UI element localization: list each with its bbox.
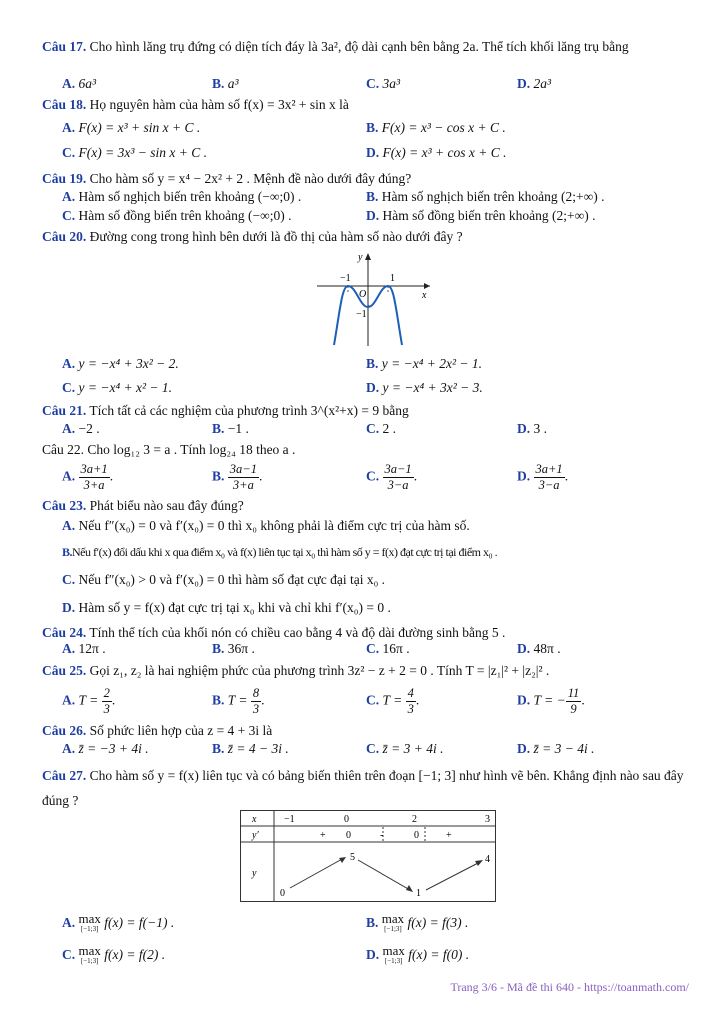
option-a: Hàm số nghịch biến trên khoảng (−∞;0) . — [78, 189, 302, 204]
option-d: 48π . — [533, 641, 561, 656]
arrow-up — [426, 862, 480, 890]
numerator: 3a+1 — [535, 462, 563, 476]
question-number: Câu 20. — [42, 229, 87, 244]
question-number: Câu 27. — [42, 768, 87, 783]
question-26 — [42, 722, 691, 740]
table-border — [241, 811, 496, 902]
option-label: A. — [62, 692, 76, 708]
question-text: Cho hàm số y = f(x) liên tục và có bảng biến thiên trên đoạn [−1; 3] như hình vẽ bên. Khẳng định nào sau đây đúng ? — [42, 768, 684, 808]
option-label: D. — [517, 76, 531, 91]
answer-row — [62, 912, 705, 940]
numerator: 3a−1 — [229, 462, 257, 476]
question-text: Phát biểu nào sau đây đúng? — [89, 498, 244, 513]
option-label: D. — [366, 380, 380, 395]
question-number: Câu 22. — [42, 442, 84, 457]
arrow-head-icon — [475, 860, 483, 866]
denominator: 3 — [252, 702, 260, 716]
answer-row — [62, 380, 705, 400]
option-d: f(x) = f(0) . — [408, 947, 470, 963]
question-number: Câu 24. — [42, 625, 87, 640]
option-a: −2 . — [78, 421, 100, 436]
option-label: A. — [62, 741, 76, 756]
option-label: A. — [62, 641, 76, 656]
max-label: max — [382, 943, 405, 958]
answer-row — [62, 76, 705, 96]
y-value: 4 — [485, 854, 490, 865]
max-range: [−1;3] — [80, 925, 99, 933]
numerator: 8 — [252, 686, 260, 700]
max-operator — [382, 943, 405, 966]
y-value: 0 — [280, 888, 285, 899]
option-label: B. — [212, 421, 225, 436]
question-text: Đường cong trong hình bên dưới là đồ thị của hàm số nào dưới đây ? — [89, 229, 463, 244]
arrow-down — [358, 860, 410, 890]
option-c: z̄ = 3 + 4i . — [382, 741, 444, 756]
tick-label: −1 — [340, 273, 351, 284]
option-label: C. — [366, 421, 380, 436]
y-label: y — [358, 252, 363, 263]
y-value: 1 — [416, 888, 421, 899]
row-label-yprime: y′ — [252, 830, 259, 841]
option-label: D. — [62, 600, 76, 615]
answer-row — [62, 641, 705, 661]
option-label: C. — [62, 145, 76, 160]
option-label: B. — [212, 692, 225, 708]
sign: - — [380, 830, 384, 841]
option-b-fraction — [228, 462, 259, 493]
option-label: D. — [366, 208, 380, 223]
question-22 — [42, 441, 691, 459]
answer-row — [62, 356, 705, 376]
option-label: B. — [366, 356, 379, 371]
option-label: A. — [62, 120, 76, 135]
option-a: 12π . — [78, 641, 106, 656]
max-label: max — [78, 911, 101, 926]
question-number: Câu 18. — [42, 97, 87, 112]
max-label: max — [78, 943, 101, 958]
origin-label: O — [359, 289, 367, 300]
numerator: 4 — [407, 686, 414, 700]
question-20 — [42, 228, 691, 246]
denominator: 3+a — [83, 478, 105, 492]
page-footer[interactable]: Trang 3/6 - Mã đề thi 640 - https://toanmath.com/ — [450, 980, 689, 994]
option-b: Hàm số nghịch biến trên khoảng (2;+∞) . — [381, 189, 605, 204]
option-d: Hàm số y = f(x) đạt cực trị tại x₀ khi và chỉ khi f′(x₀) = 0 . — [78, 600, 391, 615]
question-number: Câu 19. — [42, 171, 87, 186]
answer-row — [62, 944, 705, 972]
question-text: Cho hàm số y = x⁴ − 2x² + 2 . Mệnh đề nào dưới đây đúng? — [89, 171, 412, 186]
option-label: D. — [517, 641, 531, 656]
max-operator — [78, 943, 101, 966]
option-c: 2 . — [382, 421, 396, 436]
option-b: F(x) = x³ − cos x + C . — [381, 120, 506, 135]
question-number: Câu 17. — [42, 39, 87, 54]
option-a: y = −x⁴ + 3x² − 2. — [78, 356, 179, 371]
option-a: 6a³ — [78, 76, 97, 91]
option-b: −1 . — [227, 421, 249, 436]
max-operator — [78, 911, 101, 934]
arrow-head-icon — [406, 885, 413, 892]
numerator: 3a+1 — [80, 462, 108, 476]
option-label: D. — [366, 947, 380, 963]
sign: 0 — [346, 830, 351, 841]
row-label-y: y — [252, 868, 257, 879]
option-b: y = −x⁴ + 2x² − 1. — [381, 356, 483, 371]
tick-label: 1 — [390, 273, 395, 284]
option-a: f(x) = f(−1) . — [104, 915, 175, 931]
option-c: 16π . — [382, 641, 410, 656]
option-label: C. — [62, 208, 76, 223]
sign: + — [446, 830, 452, 841]
option-c: y = −x⁴ + x² − 1. — [78, 380, 173, 395]
question-21 — [42, 402, 691, 420]
question-number: Câu 26. — [42, 723, 87, 738]
numerator: 11 — [567, 686, 580, 700]
max-range: [−1;3] — [384, 925, 402, 933]
sign: + — [320, 830, 326, 841]
option-d: F(x) = x³ + cos x + C . — [382, 145, 507, 160]
option-label: B. — [366, 120, 379, 135]
answer-row — [62, 741, 705, 761]
option-label: A. — [62, 76, 76, 91]
denominator: 3+a — [232, 478, 254, 492]
option-d-fraction — [534, 462, 565, 493]
question-text: Số phức liên hợp của z = 4 + 3i là — [89, 723, 273, 738]
option-b: Nếu f′(x) đổi dấu khi x qua điểm x₀ và f(x) liên tục tại x₀ thì hàm số y = f(x) đạt cực trị tại điểm x₀ . — [72, 545, 498, 559]
option-label: B. — [62, 545, 73, 559]
question-text: Cho hình lăng trụ đứng có diện tích đáy là 3a², độ dài cạnh bên bằng 2a. Thể tích khối lăng trụ bằng — [89, 39, 629, 54]
option-label: D. — [517, 692, 531, 708]
option-label: D. — [517, 421, 531, 436]
tick-label: −1 — [356, 309, 367, 320]
question-17 — [42, 38, 691, 56]
option-label: B. — [212, 468, 225, 484]
option-label: C. — [366, 692, 380, 708]
denominator: 9 — [570, 702, 577, 716]
option-label: D. — [517, 468, 531, 484]
denominator: 3 — [103, 702, 110, 716]
option-a-fraction — [102, 686, 112, 717]
option-a: Nếu f″(x₀) = 0 và f′(x₀) = 0 thì x₀ không phải là điểm cực trị của hàm số. — [78, 518, 470, 533]
option-d: 3 . — [533, 421, 547, 436]
answer-row — [62, 572, 705, 592]
answer-row — [62, 189, 705, 209]
numerator: 2 — [103, 686, 110, 700]
option-label: B. — [212, 641, 225, 656]
option-b: z̄ = 4 − 3i . — [227, 741, 289, 756]
option-b: 36π . — [227, 641, 255, 656]
option-label: C. — [366, 741, 380, 756]
question-23 — [42, 497, 691, 515]
option-label: A. — [62, 421, 76, 436]
option-d: Hàm số đồng biến trên khoảng (2;+∞) . — [382, 208, 596, 223]
option-c-fraction — [406, 686, 416, 717]
option-label: A. — [62, 189, 76, 204]
option-b: a³ — [227, 76, 239, 91]
option-label: B. — [366, 915, 379, 931]
answer-row — [62, 208, 705, 228]
option-c: 3a³ — [382, 76, 401, 91]
question-18 — [42, 96, 691, 114]
x-value: 3 — [485, 814, 490, 825]
option-c-fraction — [383, 462, 414, 493]
question-number: Câu 25. — [42, 663, 87, 678]
option-label: C. — [62, 947, 76, 963]
option-label: B. — [212, 741, 225, 756]
max-operator — [381, 911, 405, 934]
option-label: C. — [366, 76, 380, 91]
option-a-fraction — [79, 462, 110, 493]
option-label: C. — [62, 380, 76, 395]
x-value: 2 — [412, 814, 417, 825]
function-graph — [312, 250, 436, 350]
option-b-fraction — [251, 686, 261, 717]
option-label: B. — [366, 189, 379, 204]
answer-row — [62, 600, 705, 620]
option-d: z̄ = 3 − 4i . — [533, 741, 595, 756]
max-range: [−1;3] — [384, 957, 403, 965]
option-label: A. — [62, 518, 76, 533]
question-text: Họ nguyên hàm của hàm số f(x) = 3x² + sin x là — [89, 97, 349, 112]
y-value: 5 — [350, 852, 355, 863]
question-text: Tính thể tích của khối nón có chiều cao bằng 4 và độ dài đường sinh bằng 5 . — [89, 625, 506, 640]
option-label: C. — [366, 468, 380, 484]
option-c: Hàm số đồng biến trên khoảng (−∞;0) . — [78, 208, 292, 223]
option-label: D. — [517, 741, 531, 756]
option-c: f(x) = f(2) . — [104, 947, 166, 963]
option-label: B. — [212, 76, 225, 91]
answer-row — [62, 518, 705, 538]
option-label: C. — [62, 572, 76, 587]
option-d: y = −x⁴ + 3x² − 3. — [382, 380, 483, 395]
x-arrow-icon — [424, 283, 430, 289]
arrow-up — [290, 858, 344, 888]
answer-row — [62, 120, 705, 140]
answer-row — [62, 421, 705, 441]
answer-row: A. T = $\frac{2}{3}$ . B. T = $\frac{8}{3}$ . C. T = $\frac{4}{3}$ . D. T = − $\frac{11}{9}$ . — [62, 686, 585, 716]
answer-row — [62, 545, 705, 565]
denominator: 3−a — [387, 478, 409, 492]
option-a: F(x) = x³ + sin x + C . — [78, 120, 201, 135]
answer-row — [62, 145, 705, 165]
max-label: max — [381, 911, 405, 926]
question-27 — [42, 763, 691, 813]
option-label: A. — [62, 915, 76, 931]
question-19 — [42, 170, 691, 188]
row-label-x: x — [252, 814, 257, 825]
denominator: 3 — [407, 702, 414, 716]
question-number: Câu 23. — [42, 498, 87, 513]
sign: 0 — [414, 830, 419, 841]
option-c: Nếu f″(x₀) > 0 và f′(x₀) = 0 thì hàm số đạt cực đại tại x₀ . — [78, 572, 386, 587]
question-number: Câu 21. — [42, 403, 87, 418]
variation-table — [240, 810, 496, 902]
option-label: A. — [62, 468, 76, 484]
answer-row: A. $\frac{3a+1}{3+a}$ . B. $\frac{3a-1}{3+a}$ . C. $\frac{3a-1}{3-a}$ . D. $\frac{3a+1}{3-a}$ . — [62, 462, 569, 492]
option-label: C. — [366, 641, 380, 656]
question-text: Tích tất cả các nghiệm của phương trình 3^(x²+x) = 9 bằng — [89, 403, 409, 418]
option-label: A. — [62, 356, 76, 371]
x-value: 0 — [344, 814, 349, 825]
option-d: 2a³ — [533, 76, 552, 91]
option-d-fraction — [566, 686, 582, 717]
x-value: −1 — [284, 814, 295, 825]
x-label: x — [422, 290, 427, 301]
question-text: Gọi z₁, z₂ là hai nghiệm phức của phương trình 3z² − z + 2 = 0 . Tính T = |z₁|² + |z₂|² . — [89, 663, 550, 678]
option-label: D. — [366, 145, 380, 160]
question-text: Cho log₁₂ 3 = a . Tính log₂₄ 18 theo a . — [87, 442, 296, 457]
y-arrow-icon — [365, 253, 371, 260]
option-a: z̄ = −3 + 4i . — [78, 741, 149, 756]
max-range: [−1;3] — [80, 957, 99, 965]
option-b: f(x) = f(3) . — [407, 915, 469, 931]
numerator: 3a−1 — [384, 462, 412, 476]
denominator: 3−a — [538, 478, 560, 492]
question-25 — [42, 662, 691, 680]
question-24 — [42, 624, 691, 642]
option-c: F(x) = 3x³ − sin x + C . — [78, 145, 207, 160]
